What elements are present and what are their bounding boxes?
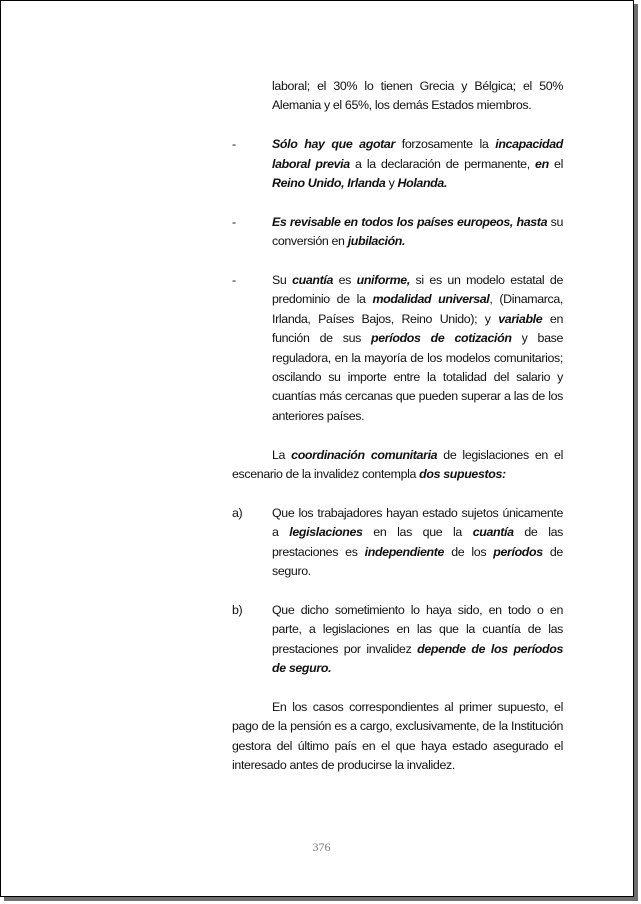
coordination-paragraph <box>232 446 563 485</box>
emphasis: Reino Unido, Irlanda <box>272 176 386 191</box>
text-run: La <box>272 447 292 462</box>
emphasis: legislaciones <box>289 525 363 540</box>
spacer <box>232 116 563 135</box>
text-run: Que los trabajadores hayan estado sujetos únicamente a <box>272 505 563 540</box>
emphasis: depende de los períodos de seguro. <box>272 641 563 676</box>
bullet-marker: - <box>232 273 236 288</box>
bullet-item-revisable <box>232 213 563 252</box>
emphasis: incapacidad laboral previa <box>272 137 563 171</box>
spacer <box>232 679 563 698</box>
emphasis: uniforme, <box>356 273 410 288</box>
bullet-text <box>272 135 563 193</box>
text-run: en las que la <box>362 525 473 540</box>
bullet-marker: - <box>232 137 236 152</box>
page-number: 376 <box>312 840 331 854</box>
text-run: Que dicho sometimiento lo haya sido, en todo o en parte, a legislaciones en las que la cuantía de las prestaciones por invalidez <box>272 602 563 656</box>
spacer <box>232 426 563 445</box>
emphasis: cuantía <box>472 525 514 540</box>
text-run: y base reguladora, en la mayoría de los modelos comunitarios; oscilando su importe entre la totalidad del salario y cuantías más cercanas que pueden superar a las de los anteriores países. <box>272 331 563 423</box>
text-run: el <box>548 156 563 171</box>
emphasis: períodos <box>493 544 543 559</box>
text-run: , (Dinamarca, Irlanda, Países Bajos, Reino Unido); y <box>272 292 563 326</box>
emphasis: en <box>535 156 549 171</box>
text-run: forzosamente la <box>394 137 496 152</box>
list-item-a <box>232 504 563 582</box>
text-run: a la declaración de permanente, <box>349 156 536 171</box>
bullet-text <box>272 271 563 426</box>
text-run: es <box>333 273 357 288</box>
spacer <box>232 581 563 600</box>
emphasis: períodos de cotización <box>371 331 512 346</box>
list-marker: a) <box>232 505 243 520</box>
bullet-marker: - <box>232 214 236 229</box>
bullet-item-agotar <box>232 135 563 193</box>
spacer <box>232 484 563 503</box>
emphasis: dos supuestos: <box>419 467 506 482</box>
closing-paragraph: En los casos correspondientes al primer supuesto, el pago de la pensión es a cargo, exclusivamente, de la Institución gestora del último país en el que haya estado asegurado el interesado antes de producirse la invalidez. <box>232 699 563 773</box>
spacer <box>232 193 563 212</box>
emphasis: Holanda. <box>397 176 448 191</box>
text-run: de legislaciones en el escenario de la invalidez contempla <box>232 447 563 482</box>
text-run: de los <box>444 544 494 559</box>
page-body <box>232 77 563 776</box>
emphasis: variable <box>498 311 543 326</box>
text-run: si es un modelo estatal de predominio de la <box>272 273 563 307</box>
bullet-text <box>272 213 563 252</box>
emphasis: Sólo hay que agotar <box>272 137 395 152</box>
text-run: y <box>385 176 398 191</box>
emphasis: coordinación comunitaria <box>291 447 438 462</box>
text-run: Su <box>272 273 293 288</box>
emphasis: cuantía <box>292 273 334 288</box>
text-run: de seguro. <box>272 544 563 579</box>
continuation-paragraph: laboral; el 30% lo tienen Grecia y Bélgica; el 50% Alemania y el 65%, los demás Estados miembros. <box>272 79 563 113</box>
text-run: su conversión en <box>272 214 563 249</box>
emphasis: Es revisable en todos los países europeos, hasta <box>272 214 548 229</box>
list-item-b <box>232 601 563 679</box>
spacer <box>232 252 563 271</box>
emphasis: independiente <box>364 544 445 559</box>
list-item-text <box>272 504 563 582</box>
emphasis: modalidad universal <box>372 292 490 307</box>
list-item-text <box>272 601 563 679</box>
text-run: de las prestaciones es <box>272 525 563 559</box>
text-run: en función de sus <box>272 311 563 346</box>
list-marker: b) <box>232 602 243 617</box>
bullet-item-cuantia <box>232 271 563 426</box>
emphasis: jubilación. <box>347 234 406 249</box>
